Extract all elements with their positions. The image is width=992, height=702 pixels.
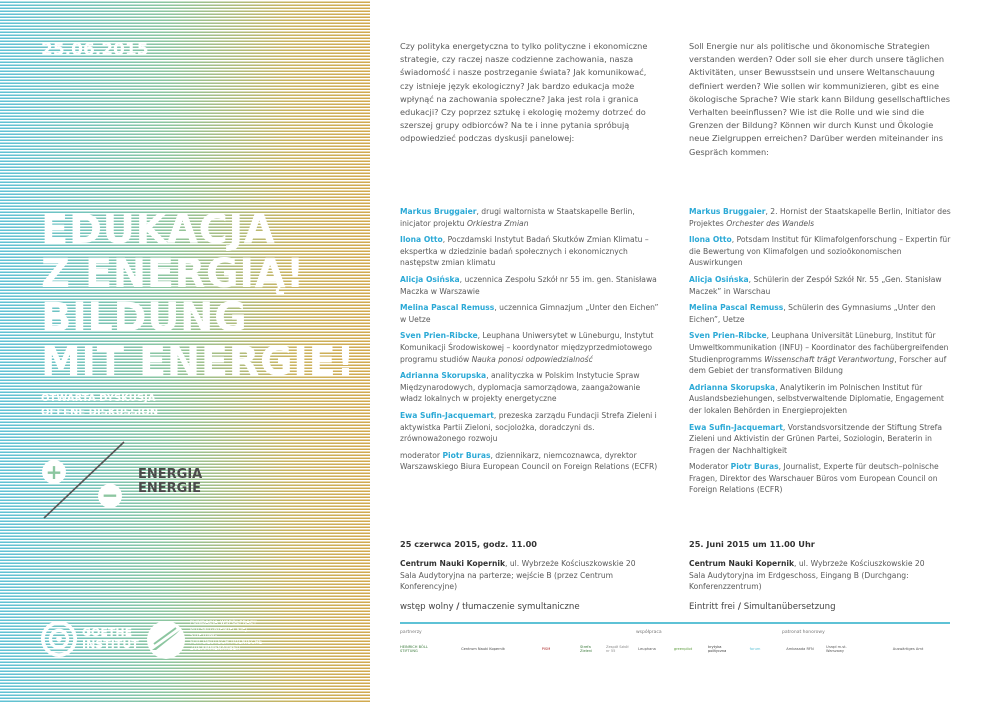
energia-line: ENERGIE <box>138 481 202 496</box>
goethe-logo-icon <box>40 620 78 658</box>
fwpn-line: ZUSAMMENARBEIT <box>190 646 242 652</box>
venue-address: , ul. Wybrzeże Kościuszkowskie 20 <box>505 559 636 568</box>
partner-logo: Zespół Szkół nr 55 <box>606 645 629 653</box>
left-panel <box>0 0 370 702</box>
partner-logo: PISM <box>541 647 551 651</box>
speaker-bio: , Schülerin des Gymnasiums „Unter den Eichen”, Uetze <box>689 303 936 324</box>
partner-logo: Leuphana <box>638 647 656 651</box>
speaker-entry <box>689 422 951 457</box>
speaker-entry <box>689 382 951 417</box>
venue-address: , ul. Wybrzeże Kościuszkowskie 20 <box>794 559 925 568</box>
subtitle-line: OFFENE DISKUSSION <box>41 407 159 418</box>
partner-logo: HEINRICH BÖLL STIFTUNG <box>400 645 428 653</box>
event-date-banner: 25.06.2015 <box>41 40 149 60</box>
speaker-name: Melina Pascal Remuss <box>689 303 784 313</box>
speaker-name: Sven Prien-Ribcke <box>689 331 767 341</box>
translation-info: tłumaczenie symultaniczne <box>462 601 580 612</box>
poster-title <box>41 208 355 384</box>
speaker-entry <box>400 206 662 229</box>
fwpn-logo <box>146 620 270 660</box>
energia-line: ENERGIA <box>138 467 203 482</box>
partners-label: partnerzy <box>400 630 422 635</box>
event-date-de: 25. Juni 2015 um 11.00 Uhr <box>689 539 815 549</box>
intro-de: Soll Energie nur als politische und ökonomische Strategien verstanden werden? Oder soll sie eher durch unsere täglichen Aktivitäten, unser Bewusstsein und unsere Weltanschauung definiert werden? Wie sollen wir kommunizieren, gibt es eine ökologische Sprache? Wie stark kann Bildung gesellschaftliches Verhalten beeinflussen? Wie ist die Rolle und wie sind die Grenzen der Bildung? Können wir durch Kunst und Ökologie neue Zielgruppen erreichen? Darüber werden miteinander ins Gespräch kommen: <box>689 41 950 157</box>
partner-logo: Centrum Nauki Kopernik <box>461 647 505 651</box>
speaker-entry <box>400 330 662 365</box>
fwpn-line: FÜR DEUTSCH-POLNISCHE <box>190 639 263 646</box>
speaker-entry <box>400 302 662 325</box>
moderator-name: Piotr Buras <box>730 462 779 472</box>
title-line: Z ENERGIĄ! <box>41 251 305 297</box>
entry-info: wstęp wolny <box>400 601 454 612</box>
venue-room: Sala Audytoryjna na parterze; wejście B (przez Centrum Konferencyjne) <box>400 570 614 592</box>
info-separator: / <box>737 601 741 612</box>
speaker-name: Ewa Sufin-Jacquemart <box>689 422 783 432</box>
minus-icon: − <box>98 484 122 508</box>
venue-name: Centrum Nauki Kopernik <box>689 559 795 568</box>
patronage-label: patronat honorowy <box>782 630 825 635</box>
speaker-name: Melina Pascal Remuss <box>400 303 495 313</box>
speaker-bio-tail: , Forscher auf dem Gebiet der transformativen Bildung <box>689 354 947 376</box>
fwpn-logo-text <box>190 620 270 653</box>
fwpn-line: POLSKO-NIEMIECKIEJ <box>190 626 248 633</box>
speaker-bio: , prezeska zarządu Fundacji Strefa Zieleni i aktywistka Partii Zieloni, socjolożka, doradczyni ds. zrównoważonego rozwoju <box>400 410 657 444</box>
speaker-name: Markus Bruggaier <box>689 207 766 216</box>
speakers-pl <box>400 206 662 478</box>
venue-room: Sala Audytoryjna im Erdgeschoss, Eingang B (Durchgang: Konferenzzentrum) <box>689 570 909 592</box>
speaker-bio: , Leuphana Uniwersytet w Lüneburgu, Instytut Komunikacji Środowiskowej – koordynator międzyprzedmiotowego programu studiów <box>400 331 654 364</box>
speaker-name: Adrianna Skorupska <box>400 371 487 381</box>
partner-logo: forum <box>749 647 761 651</box>
goethe-line: INSTITUT <box>82 638 139 651</box>
moderator-name: Piotr Buras <box>442 450 491 460</box>
speaker-name: Alicja Osińska <box>400 274 460 284</box>
speaker-bio: , 2. Hornist der Staatskapelle Berlin, Initiator des Projektes <box>689 207 951 228</box>
event-pl <box>400 538 662 614</box>
goethe-institut-logo <box>40 620 139 658</box>
partner-logo: krytyka polityczna <box>708 645 727 653</box>
speaker-bio: , Potsdam Institut für Klimafolgenforschung – Expertin für die Bewertung von Klimafolgen und sozioökonomischen Auswirkungen <box>689 235 951 268</box>
moderator-entry <box>689 461 951 496</box>
speaker-project: Wissenschaft trägt Verantwortung <box>764 354 895 364</box>
speaker-entry <box>689 274 951 297</box>
event-date-pl: 25 czerwca 2015, godz. 11.00 <box>400 539 537 549</box>
speaker-name: Sven Prien-Ribcke <box>400 331 478 341</box>
title-line: EDUKACJA <box>41 207 276 253</box>
translation-info: Simultanübersetzung <box>743 601 836 612</box>
speaker-name: Ewa Sufin-Jacquemart <box>400 410 494 420</box>
speaker-entry <box>689 234 951 269</box>
speaker-bio: , Analytikerin im Polnischen Institut für Auslandsbeziehungen, selbstverwaltende Diplomatie, Engagement der lokalen Behörden in Energieprojekten <box>689 382 944 415</box>
speaker-name: Markus Bruggaier <box>400 207 477 216</box>
speakers-de <box>689 206 951 501</box>
speaker-project: Orchester des Wandels <box>726 218 815 228</box>
goethe-line: GOETHE <box>82 626 133 639</box>
speaker-entry <box>400 370 662 405</box>
speaker-entry <box>689 206 951 229</box>
title-line: BILDUNG <box>41 295 248 341</box>
venue-name: Centrum Nauki Kopernik <box>400 559 506 568</box>
speaker-bio: , Poczdamski Instytut Badań Skutków Zmian Klimatu – ekspertka w dziedzinie badań społecznych i ekonomicznych następstw zmian klimatu <box>400 235 649 268</box>
venue-de <box>689 558 951 593</box>
fwpn-logo-icon <box>146 620 186 660</box>
event-info-pl <box>400 601 662 614</box>
speaker-entry <box>689 330 951 376</box>
venue-pl <box>400 558 662 593</box>
speaker-name: Adrianna Skorupska <box>689 382 776 392</box>
plus-icon: + <box>42 460 66 484</box>
patron-logo: Urząd m.st. Warszawy <box>826 645 847 653</box>
moderator-bio: , dziennikarz, niemcoznawca, dyrektor Warszawskiego Biura European Council on Foreign Relations (ECFR) <box>400 450 658 472</box>
patron-logo: Ambasada RFN <box>786 647 814 651</box>
speaker-bio: , uczennica Gimnazjum „Unter den Eichen” w Uetze <box>400 303 659 324</box>
intro-pl: Czy polityka energetyczna to tylko polityczne i ekonomiczne strategie, czy raczej nasze codzienne zachowania, nasza świadomość i nasze postrzeganie świata? Jak komunikować, czy istnieje język ekologiczny? Jak bardzo edukacja może wpłynąć na zachowania społeczne? Jaka jest rola i granica edukacji? Czy poprzez sztukę i ekologię możemy dotrzeć do szerszej grupy odbiorców? Na te i inne pytania spróbują odpowiedzieć podczas dyskusji panelowej: <box>400 41 648 144</box>
speaker-entry <box>689 302 951 325</box>
speaker-project: Orkiestra Zmian <box>466 218 529 228</box>
moderator-entry <box>400 450 662 473</box>
speaker-entry <box>400 234 662 269</box>
speaker-name: Alicja Osińska <box>689 274 749 284</box>
moderator-prefix: Moderator <box>689 462 731 472</box>
speaker-entry <box>400 274 662 297</box>
event-de <box>689 538 951 614</box>
speaker-bio: , Leuphana Universität Lüneburg, Institut für Umweltkommunikation (INFU) – Koordinator des fachübergreifenden Studienprogramms <box>689 331 949 364</box>
speaker-bio: , Schülerin der Zespół Szkół Nr. 55 „Gen. Stanisław Maczek” in Warschau <box>689 274 942 296</box>
subtitle-line: OTWARTA DYSKUSJA <box>41 393 156 404</box>
patron-logo: Auswärtiges Amt <box>892 647 924 651</box>
speaker-project: Nauka ponosi odpowiedzialność <box>471 354 593 364</box>
info-separator: / <box>456 601 460 612</box>
title-line: MIT ENERGIE! <box>41 339 356 385</box>
cooperation-label: współpraca <box>636 630 662 635</box>
event-info-de <box>689 601 951 614</box>
partner-logo: greenpilot <box>673 647 693 651</box>
speaker-bio: , analityczka w Polskim Instytucie Spraw Międzynarodowych, dyplomacja samorządowa, zaangażowanie władz lokalnych w projekty energetyczne <box>400 371 641 404</box>
fwpn-line: FUNDACJA WSPÓŁPRACY <box>190 620 257 626</box>
speaker-bio: , Vorstandsvorsitzende der Stiftung Strefa Zieleni und Aktivistin der Grünen Partei, Soziologin, Beraterin in Fragen der Nachhaltigkeit <box>689 422 943 455</box>
speaker-bio: , uczennica Zespołu Szkół nr 55 im. gen. Stanisława Maczka w Warszawie <box>400 274 657 296</box>
speaker-bio: , drugi waltornista w Staatskapelle Berlin, inicjator projektu <box>400 207 635 228</box>
energia-label <box>138 468 202 496</box>
moderator-bio: , Journalist, Experte für deutsch–polnische Fragen, Direktor des Warschauer Büros vom European Council on Foreign Relations (ECFR) <box>689 462 939 495</box>
footer-rule <box>400 622 950 624</box>
partner-logo: Strefa Zieleni <box>580 645 593 653</box>
poster-subtitle <box>41 392 158 420</box>
fwpn-line: STIFTUNG <box>190 633 218 639</box>
speaker-entry <box>400 410 662 445</box>
speaker-name: Ilona Otto <box>689 235 732 245</box>
moderator-prefix: moderator <box>400 450 443 460</box>
speaker-name: Ilona Otto <box>400 235 443 245</box>
goethe-logo-text <box>82 627 139 651</box>
entry-info: Eintritt frei <box>689 601 736 612</box>
